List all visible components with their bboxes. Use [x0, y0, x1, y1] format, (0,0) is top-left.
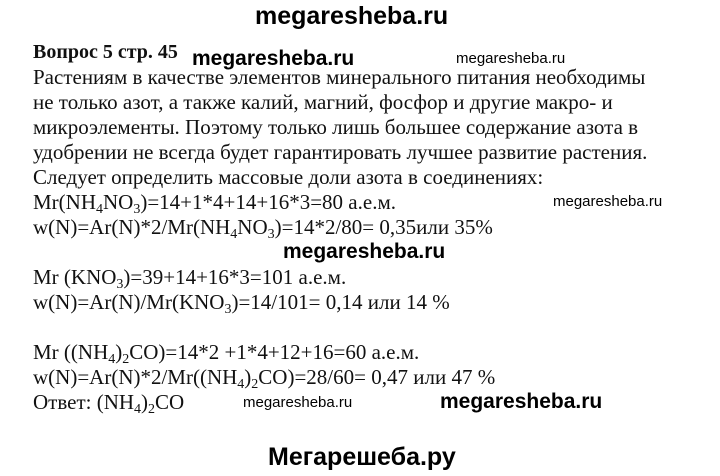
watermark-center: megaresheba.ru	[283, 240, 446, 263]
watermark-right-mid: megaresheba.ru	[553, 193, 663, 210]
watermark-bottom-center: megaresheba.ru	[243, 394, 353, 411]
formula-mr-kno3: Mr $(KNO_3)=39+14+16*3=101$ а.е.м.	[33, 265, 347, 292]
watermark-title-right: megaresheba.ru	[192, 47, 355, 70]
question-title: Вопрос 5 стр. 45	[33, 41, 178, 63]
formula-mr-nh4no3: $Mr(NH_4NO_3)=14+1*4+14+16*3=80$ а.е.м.	[33, 190, 396, 217]
paragraph-line: Следует определить массовые доли азота в соединениях:	[33, 165, 544, 189]
paragraph-line: не только азот, а также калий, магний, фосфор и другие макро- и	[33, 90, 613, 114]
paragraph-line: Растениям в качестве элементов минерального питания необходимы	[33, 65, 646, 89]
formula-w-kno3: $w(N)=Ar(N)/Mr(KNO_3)=14/101= 0,14$ или 14 %	[33, 290, 450, 317]
watermark-footer: Мегарешеба.ру	[268, 443, 456, 471]
watermark-top: megaresheba.ru	[255, 2, 449, 30]
formula-mr-urea: Mr $((NH_4)_2CO)=14*2 +1*4+12+16=60$ а.е.м.	[33, 340, 420, 367]
formula-w-urea: $w(N)=Ar(N)*2/Mr((NH_4)_2CO)=28/60= 0,47$ или 47 %	[33, 365, 496, 392]
formula-w-nh4no3: $w(N)=Ar(N)*2/Mr(NH_4NO_3)=14*2/80= 0,35или$ 35%	[33, 215, 493, 242]
answer-line: Ответ: $(NH_4)_2CO$	[33, 390, 185, 417]
paragraph-line: удобрении не всегда будет гарантировать лучшее развитие растения.	[33, 140, 648, 164]
watermark-bottom-right: megaresheba.ru	[440, 390, 603, 413]
watermark-title-far: megaresheba.ru	[456, 50, 566, 67]
document-body	[33, 40, 713, 415]
paragraph-line: микроэлементы. Поэтому только лишь большее содержание азота в	[33, 115, 639, 139]
